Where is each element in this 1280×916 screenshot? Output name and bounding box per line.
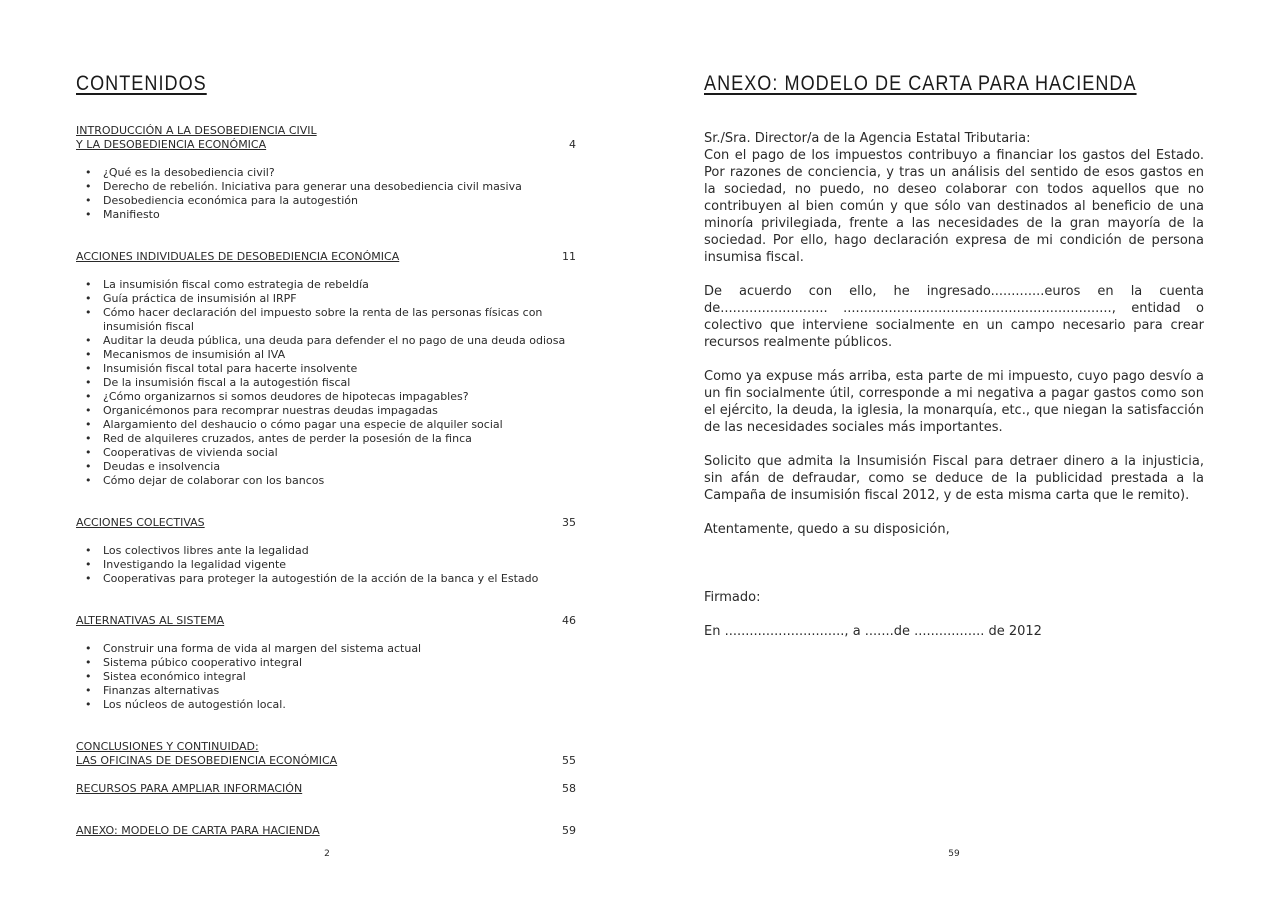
toc-entry-page: 11 [562,250,576,263]
toc-section [76,516,576,586]
letter-salutation: Sr./Sra. Director/a de la Agencia Estatal Tributaria: [704,131,1031,146]
toc-section [76,250,576,488]
toc-entry[interactable] [76,782,576,796]
toc-entry[interactable] [76,740,576,768]
toc-entry-title: ALTERNATIVAS AL SISTEMA [76,614,225,627]
toc-section [76,824,576,838]
toc-subitem: • Sistea económico integral [76,670,573,684]
toc-section [76,782,576,796]
toc-entry-title: RECURSOS PARA AMPLIAR INFORMACIÓN [76,782,303,795]
toc-subitem: • Red de alquileres cruzados, antes de perder la posesión de la finca [76,432,573,446]
toc-entry-page: 58 [562,782,576,795]
toc-subitem: • Cómo hacer declaración del impuesto sobre la renta de las personas físicas con insumisión fiscal [76,306,573,334]
toc-subitem: • Organicémonos para recomprar nuestras deudas impagadas [76,404,573,418]
toc-entry[interactable] [76,124,576,152]
letter-signature: Firmado: [704,590,761,605]
toc-entry-title: ACCIONES COLECTIVAS [76,516,205,529]
toc-subitem: • Alargamiento del deshaucio o cómo pagar una especie de alquiler social [76,418,573,432]
toc-subitem: • Mecanismos de insumisión al IVA [76,348,573,362]
toc-section [76,614,576,712]
toc-entry[interactable] [76,516,576,530]
toc-subitem: • Manifiesto [76,208,573,222]
toc-subitems [76,278,576,488]
letter-body [704,130,1204,657]
toc-entry-page: 46 [562,614,576,627]
toc-entry[interactable] [76,824,576,838]
toc-subitem: • Construir una forma de vida al margen del sistema actual [76,642,573,656]
toc-subitem: • La insumisión fiscal como estrategia de rebeldía [76,278,573,292]
letter-paragraph: De acuerdo con ello, he ingresado.............euros en la cuenta de.......................... ................................................................., entidad o colectivo que interviene socialmente en un campo necesario para crear recursos realmente públicos. [704,284,1204,350]
toc-subitem: • Cooperativas para proteger la autogestión de la acción de la banca y el Estado [76,572,573,586]
toc-entry-title: ANEXO: MODELO DE CARTA PARA HACIENDA [76,824,320,837]
toc-subitem: • Auditar la deuda pública, una deuda para defender el no pago de una deuda odiosa [76,334,573,348]
right-page-number: 59 [948,849,960,859]
toc-entry-page: 59 [562,824,576,837]
annex-heading: ANEXO: MODELO DE CARTA PARA HACIENDA [704,72,1137,95]
toc-subitem: • Guía práctica de insumisión al IRPF [76,292,573,306]
toc-subitems [76,544,576,586]
toc-subitem: • Desobediencia económica para la autogestión [76,194,573,208]
contents-heading: CONTENIDOS [76,72,207,95]
toc-subitem: • Los colectivos libres ante la legalidad [76,544,573,558]
toc-subitem: • Cómo dejar de colaborar con los bancos [76,474,573,488]
toc-entry[interactable] [76,250,576,264]
toc-entry-title: INTRODUCCIÓN A LA DESOBEDIENCIA CIVIL Y LA DESOBEDIENCIA ECONÓMICA [76,124,317,151]
toc-subitem: • De la insumisión fiscal a la autogestión fiscal [76,376,573,390]
toc-subitem: • Insumisión fiscal total para hacerte insolvente [76,362,573,376]
letter-paragraph: Solicito que admita la Insumisión Fiscal para detraer dinero a la injusticia, sin afán de defraudar, como se deduce de la publicidad prestada a la Campaña de insumisión fiscal 2012, y de esta misma carta que le remito). [704,454,1204,503]
toc-entry-page: 4 [569,138,576,151]
toc-subitem: • ¿Qué es la desobediencia civil? [76,166,573,180]
toc-subitem: • Deudas e insolvencia [76,460,573,474]
toc-entry[interactable] [76,614,576,628]
letter-paragraph: Con el pago de los impuestos contribuyo a financiar los gastos del Estado. Por razones de conciencia, y tras un análisis del sentido de esos gastos en la sociedad, no puedo, no deseo colaborar con todos aquellos que no contribuyen al bien común y que sólo van destinados al beneficio de una minoría privilegiada, frente a las necesidades de la gran mayoría de la sociedad. Por ello, hago declaración expresa de mi condición de persona insumisa fiscal. [704,148,1204,265]
toc-subitem: • Cooperativas de vivienda social [76,446,573,460]
toc-entry-page: 35 [562,516,576,529]
toc-subitem: • Los núcleos de autogestión local. [76,698,573,712]
toc-subitem: • ¿Cómo organizarnos si somos deudores de hipotecas impagables? [76,390,573,404]
left-page-number: 2 [324,849,330,859]
letter-closing: Atentamente, quedo a su disposición, [704,522,950,537]
toc-section [76,740,576,768]
toc-subitem: • Investigando la legalidad vigente [76,558,573,572]
letter-paragraph: Como ya expuse más arriba, esta parte de mi impuesto, cuyo pago desvío a un fin socialmente útil, corresponde a mi negativa a pagar gastos como son el ejército, la deuda, la iglesia, la monarquía, etc., que niegan la satisfacción de las necesidades sociales más importantes. [704,369,1204,435]
toc-entry-page: 55 [562,754,576,767]
letter-place-date: En ............................., a .......de ................. de 2012 [704,624,1042,639]
toc-section [76,124,576,222]
toc-subitems [76,166,576,222]
toc-entry-title: ACCIONES INDIVIDUALES DE DESOBEDIENCIA ECONÓMICA [76,250,400,263]
toc-entry-title: CONCLUSIONES Y CONTINUIDAD: LAS OFICINAS DE DESOBEDIENCIA ECONÓMICA [76,740,338,767]
toc-subitem: • Derecho de rebelión. Iniciativa para generar una desobediencia civil masiva [76,180,573,194]
toc-subitem: • Finanzas alternativas [76,684,573,698]
toc-subitem: • Sistema púbico cooperativo integral [76,656,573,670]
toc-subitems [76,642,576,712]
